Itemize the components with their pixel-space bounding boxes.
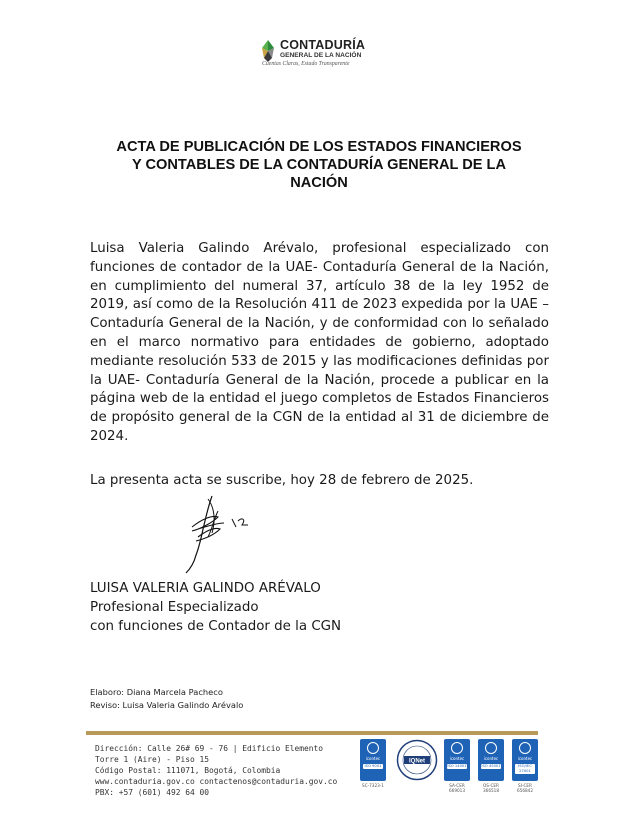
reviewed-by: Reviso: Luisa Valeria Galindo Arévalo	[90, 700, 244, 710]
closing-statement: La presenta acta se suscribe, hoy 28 de febrero de 2025.	[90, 473, 474, 488]
cert-code: OS-CER 366518	[483, 783, 499, 794]
body-paragraph: Luisa Valeria Galindo Arévalo, profesional especializado con funciones de contador de la UAE- Contaduría General de la Nación, en cumplimiento del numeral 37, artículo 38 de la ley 1952 de 2019, así como de la Resolución 411 de 2023 expedida por la UAE – Contaduría General de la Nación, y de conformidad con lo señalado en el marco normativo para entidades de gobierno, adoptado mediante resolución 533 de 2015 y las modificaciones definidas por la UAE- Contaduría General de la Nación, procede a publicar en la página web de la entidad el juego completos de Estados Financieros de propósito general de la CGN de la entidad al 31 de diciembre de 2024.	[90, 241, 549, 444]
signer-position: Profesional Especializado	[90, 599, 259, 615]
title-line: ACTA DE PUBLICACIÓN DE LOS ESTADOS FINANCIEROS	[116, 139, 522, 155]
signer-block	[90, 580, 341, 636]
cgn-logo-mark-icon	[258, 40, 278, 62]
signer-role: con funciones de Contador de la CGN	[90, 618, 342, 634]
footer-postal: Código Postal: 111071, Bogotá, Colombia	[95, 766, 281, 775]
cert-code: SA-CER 669013	[449, 783, 465, 794]
prepared-by: Elaboro: Diana Marcela Pacheco	[90, 687, 223, 697]
footer-phone: PBX: +57 (601) 492 64 00	[95, 788, 210, 797]
footer-tower: Torre 1 (Aire) - Piso 15	[95, 755, 210, 764]
certification-badges	[360, 739, 540, 799]
cert-code: SI-CER 656842	[517, 783, 533, 794]
logo-subtitle: GENERAL DE LA NACIÓN	[280, 52, 362, 59]
footer-web: www.contaduria.gov.co contactenos@contaduria.gov.co	[95, 777, 338, 786]
footer-divider	[86, 731, 538, 735]
title-line: Y CONTABLES DE LA CONTADURÍA GENERAL DE LA	[131, 157, 507, 173]
footer-address: Dirección: Calle 26# 69 - 76 | Edificio Elemento	[95, 744, 324, 753]
footer-contact	[95, 743, 337, 798]
icontec-badge-icon: icontec ISO 45001	[478, 739, 504, 781]
cert-code: SC-7323-1	[362, 783, 384, 788]
logo-name: CONTADURÍA	[280, 38, 366, 52]
icontec-badge-icon: icontec ISO 9001	[360, 739, 386, 781]
svg-text:IQNet: IQNet	[408, 758, 426, 765]
logo-tagline: Cuentas Claras, Estado Transparente	[262, 61, 350, 67]
signer-name: LUISA VALERIA GALINDO ARÉVALO	[90, 581, 321, 596]
cgn-logo	[258, 38, 376, 72]
document-credits	[90, 686, 243, 712]
title-line: NACIÓN	[290, 175, 348, 191]
iqnet-badge-icon	[396, 739, 438, 781]
icontec-badge-icon: icontec ISO 14001	[444, 739, 470, 781]
handwritten-signature-icon	[178, 493, 258, 575]
document-title	[86, 138, 552, 192]
icontec-badge-icon: icontec ISO/IEC 27001	[512, 739, 538, 781]
